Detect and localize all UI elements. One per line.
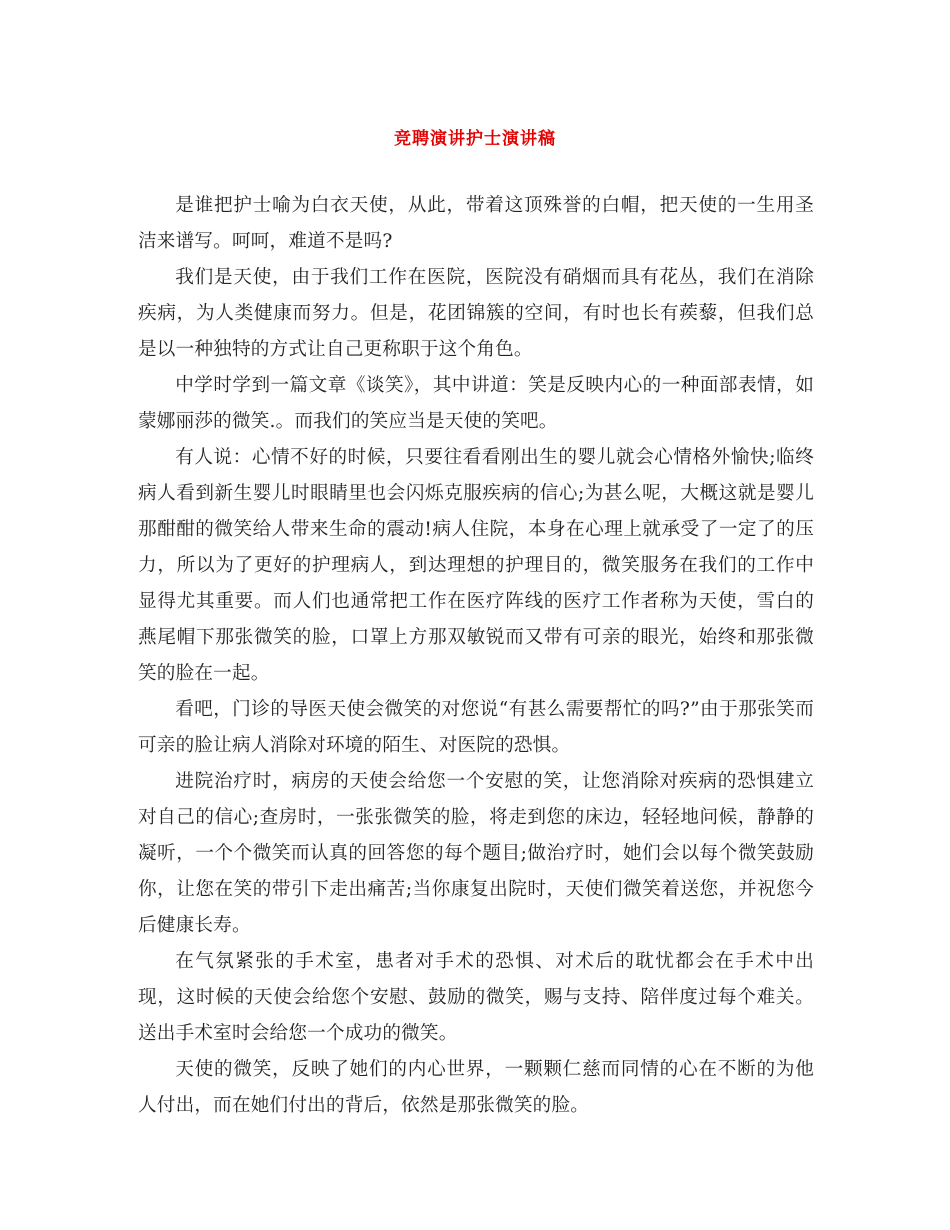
paragraph-2: 我们是天使，由于我们工作在医院，医院没有硝烟而具有花丛，我们在消除疾病，为人类健康而努力。但是，花团锦簇的空间，有时也长有蒺藜，但我们总是以一种独特的方式让自己更称职于这个角色。 <box>138 267 814 360</box>
paragraph-5: 看吧，门诊的导医天使会微笑的对您说“有甚么需要帮忙的吗?”由于那张笑而可亲的脸让病人消除对环境的陌生、对医院的恐惧。 <box>138 699 814 756</box>
paragraph-4: 有人说：心情不好的时候，只要往看看刚出生的婴儿就会心情格外愉快;临终病人看到新生婴儿时眼睛里也会闪烁克服疾病的信心;为甚么呢，大概这就是婴儿那酣酣的微笑给人带来生命的震动!病人住院，本身在心理上就承受了一定了的压力，所以为了更好的护理病人，到达理想的护理目的，微笑服务在我们的工作中显得尤其重要。而人们也通常把工作在医疗阵线的医疗工作者称为天使，雪白的燕尾帽下那张微笑的脸，口罩上方那双敏锐而又带有可亲的眼光，始终和那张微笑的脸在一起。 <box>138 447 814 684</box>
document-body <box>138 188 814 1124</box>
paragraph-6: 进院治疗时，病房的天使会给您一个安慰的笑，让您消除对疾病的恐惧建立对自己的信心;查房时，一张张微笑的脸，将走到您的床边，轻轻地问候，静静的凝听，一个个微笑而认真的回答您的每个题目;做治疗时，她们会以每个微笑鼓励你，让您在笑的带引下走出痛苦;当你康复出院时，天使们微笑着送您，并祝您今后健康长寿。 <box>138 771 814 936</box>
paragraph-8: 天使的微笑，反映了她们的内心世界，一颗颗仁慈而同情的心在不断的为他人付出，而在她们付出的背后，依然是那张微笑的脸。 <box>138 1059 814 1116</box>
paragraph-3: 中学时学到一篇文章《谈笑》，其中讲道：笑是反映内心的一种面部表情，如蒙娜丽莎的微笑.。而我们的笑应当是天使的笑吧。 <box>138 375 814 432</box>
document-title: 竞聘演讲护士演讲稿 <box>394 129 556 149</box>
paragraph-1: 是谁把护士喻为白衣天使，从此，带着这顶殊誉的白帽，把天使的一生用圣洁来谱写。呵呵，难道不是吗? <box>138 195 814 252</box>
paragraph-7: 在气氛紧张的手术室，患者对手术的恐惧、对术后的耽忧都会在手术中出现，这时候的天使会给您个安慰、鼓励的微笑，赐与支持、陪伴度过每个难关。送出手术室时会给您一个成功的微笑。 <box>138 951 814 1044</box>
